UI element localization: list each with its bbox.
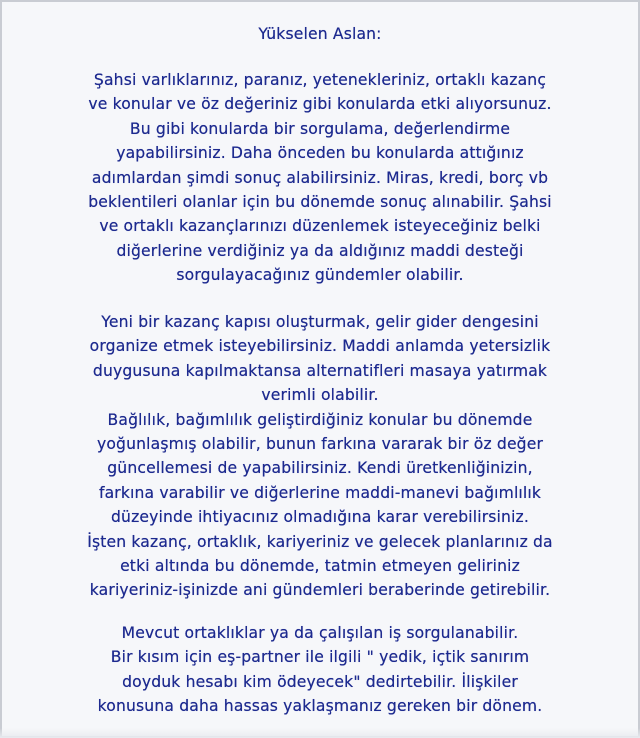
text-line: adımlardan şimdi sonuç alabilirsiniz. Miras, kredi, borç vb (91, 168, 549, 187)
text-line: kariyeriniz-işinizde ani gündemleri beraberinde getirebilir. (89, 581, 551, 600)
text-line: doyduk hesabı kim ödeyecek" dedirtebilir. İlişkiler (122, 672, 518, 691)
paragraph-2 (0, 310, 640, 603)
text-line: beklentileri olanlar için bu dönemde sonuç alınabilir. Şahsi (88, 192, 552, 211)
text-line: ve ortaklı kazançlarınızı düzenlemek isteyeceğiniz belki (99, 217, 541, 236)
text-line: yapabilirsiniz. Daha önceden bu konularda attığınız (116, 144, 524, 163)
text-line: düzeyinde ihtiyacınız olmadığına karar verebilirsiniz. (111, 508, 529, 527)
bottom-shadow (0, 728, 640, 738)
text-line: Mevcut ortaklıklar ya da çalışılan iş sorgulanabilir. (121, 624, 519, 642)
paragraph-3 (0, 621, 640, 719)
text-line: yoğunlaşmış olabilir, bunun farkına vararak bir öz değer (96, 434, 544, 453)
text-line: Yeni bir kazanç kapısı oluşturmak, gelir gider dengesini (101, 313, 539, 331)
text-line: Bu gibi konularda bir sorgulama, değerlendirme (129, 119, 511, 138)
text-line: İşten kazanç, ortaklık, kariyeriniz ve gelecek planlarınız da (87, 532, 553, 551)
text-line: diğerlerine verdiğiniz ya da aldığınız maddi desteği (116, 241, 524, 260)
text-line: farkına varabilir ve diğerlerine maddi-manevi bağımlılık (98, 483, 542, 502)
text-line: Bir kısım için eş-partner ile ilgili " yedik, içtik sanırım (110, 648, 530, 667)
text-line: sorgulayacağınız gündemler olabilir. (176, 266, 464, 285)
text-line: etki altında bu dönemde, tatmin etmeyen geliriniz (120, 556, 520, 575)
document-title: Yükselen Aslan: (258, 25, 382, 43)
text-line: Şahsi varlıklarınız, paranız, yetenekleriniz, ortaklı kazanç (93, 71, 547, 89)
text-line: verimli olabilir. (261, 386, 379, 405)
paragraph-1 (0, 68, 640, 288)
text-line: ve konular ve öz değeriniz gibi konularda etki alıyorsunuz. (88, 95, 552, 114)
text-line: güncellemesi de yapabilirsiniz. Kendi üretkenliğinizin, (107, 459, 533, 478)
text-line: Bağlılık, bağımlılık geliştirdiğiniz konular bu dönemde (107, 410, 533, 429)
text-line: duygusuna kapılmaktansa alternatifleri masaya yatırmak (92, 361, 548, 380)
text-line: organize etmek isteyebilirsiniz. Maddi anlamda yetersizlik (89, 337, 551, 356)
text-line: konusuna daha hassas yaklaşmanız gereken bir dönem. (97, 697, 543, 716)
